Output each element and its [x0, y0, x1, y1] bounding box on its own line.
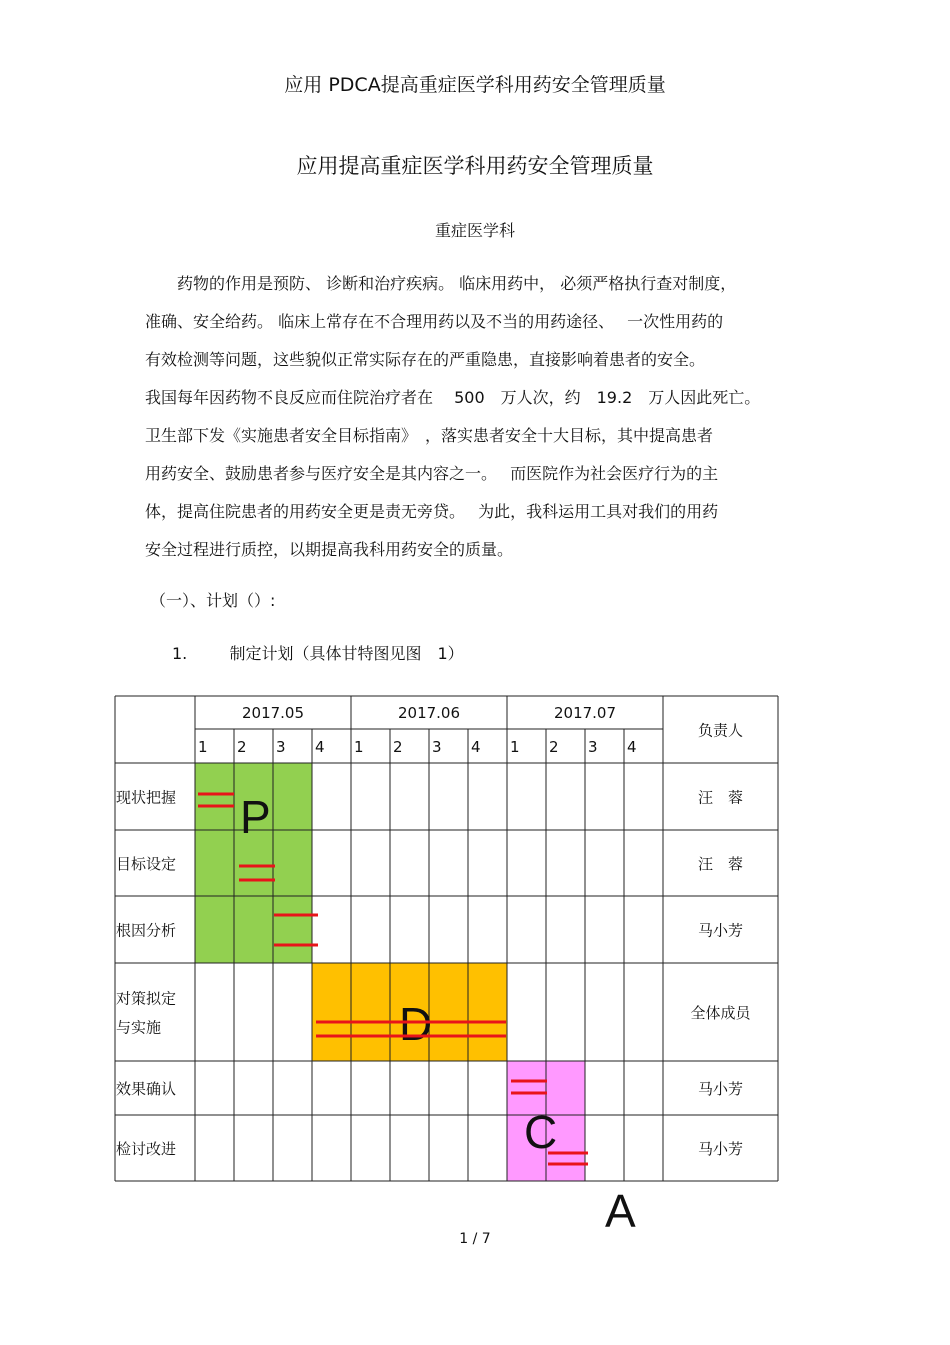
para-line: 药物的作用是预防、 诊断和治疗疾病。 临床用药中， 必须严格执行查对制度，	[145, 274, 737, 293]
department-name: 重症医学科	[434, 221, 515, 240]
week-label: 1	[198, 738, 208, 756]
week-label: 2	[237, 738, 247, 756]
task-owner: 全体成员	[690, 1004, 751, 1022]
week-label: 2	[549, 738, 559, 756]
task-name: 对策拟定	[116, 989, 177, 1008]
week-label: 4	[471, 738, 481, 756]
para-line: 体，提高住院患者的用药安全更是责无旁贷。 为此，我科运用工具对我们的用药	[145, 502, 719, 521]
plan-item-text: 制定计划（具体甘特图见图 1）	[229, 644, 464, 663]
para-line: 我国每年因药物不良反应而住院治疗者在 500 万人次，约 19.2 万人因此死亡。	[145, 388, 761, 407]
para-line: 用药安全、鼓励患者参与医疗安全是其内容之一。 而医院作为社会医疗行为的主	[145, 464, 719, 483]
month-label: 2017.07	[553, 704, 617, 722]
para-line: 准确、安全给药。 临床上常存在不合理用药以及不当的用药途径、 一次性用药的	[145, 312, 724, 331]
document-title: 应用提高重症医学科用药安全管理质量	[296, 154, 654, 178]
task-name: 检讨改进	[116, 1140, 177, 1158]
plan-item	[172, 641, 464, 664]
task-name: 目标设定	[116, 855, 177, 873]
week-label: 4	[315, 738, 325, 756]
week-label: 3	[432, 738, 442, 756]
month-label: 2017.06	[397, 704, 461, 722]
task-name: 效果确认	[116, 1080, 177, 1098]
gantt-chart	[114, 695, 834, 1250]
task-owner: 马小芳	[697, 1140, 744, 1158]
task-owner: 马小芳	[697, 921, 744, 940]
task-name: 根因分析	[116, 921, 177, 940]
intro-paragraph	[145, 265, 825, 569]
month-label: 2017.05	[241, 704, 305, 722]
phase-letter-d: D	[399, 998, 433, 1050]
week-label: 3	[276, 738, 286, 756]
task-owner: 马小芳	[697, 1080, 744, 1098]
owner-header: 负责人	[697, 721, 744, 740]
task-owner: 汪 蓉	[697, 855, 744, 873]
task-name: 与实施	[116, 1018, 162, 1037]
phase-letter-p: P	[240, 791, 271, 843]
task-name: 现状把握	[116, 788, 177, 807]
page-number: 1 / 7	[459, 1231, 491, 1247]
phase-letter-a: A	[605, 1185, 636, 1237]
week-label: 4	[627, 738, 637, 756]
plan-item-number: 1.	[172, 644, 188, 663]
para-line: 安全过程进行质控，以期提高我科用药安全的质量。	[145, 540, 514, 559]
phase-letter-c: C	[524, 1106, 558, 1158]
week-label: 1	[510, 738, 520, 756]
para-line: 有效检测等问题，这些貌似正常实际存在的严重隐患，直接影响着患者的安全。	[145, 350, 706, 369]
week-label: 2	[393, 738, 403, 756]
task-owner: 汪 蓉	[697, 788, 744, 807]
week-label: 1	[354, 738, 364, 756]
page-header: 应用 PDCA提高重症医学科用药安全管理质量	[284, 74, 666, 96]
para-line: 卫生部下发《实施患者安全目标指南》 ，落实患者安全十大目标，其中提高患者	[145, 426, 714, 445]
section-heading: （一）、计划（）:	[150, 591, 276, 610]
week-label: 3	[588, 738, 598, 756]
